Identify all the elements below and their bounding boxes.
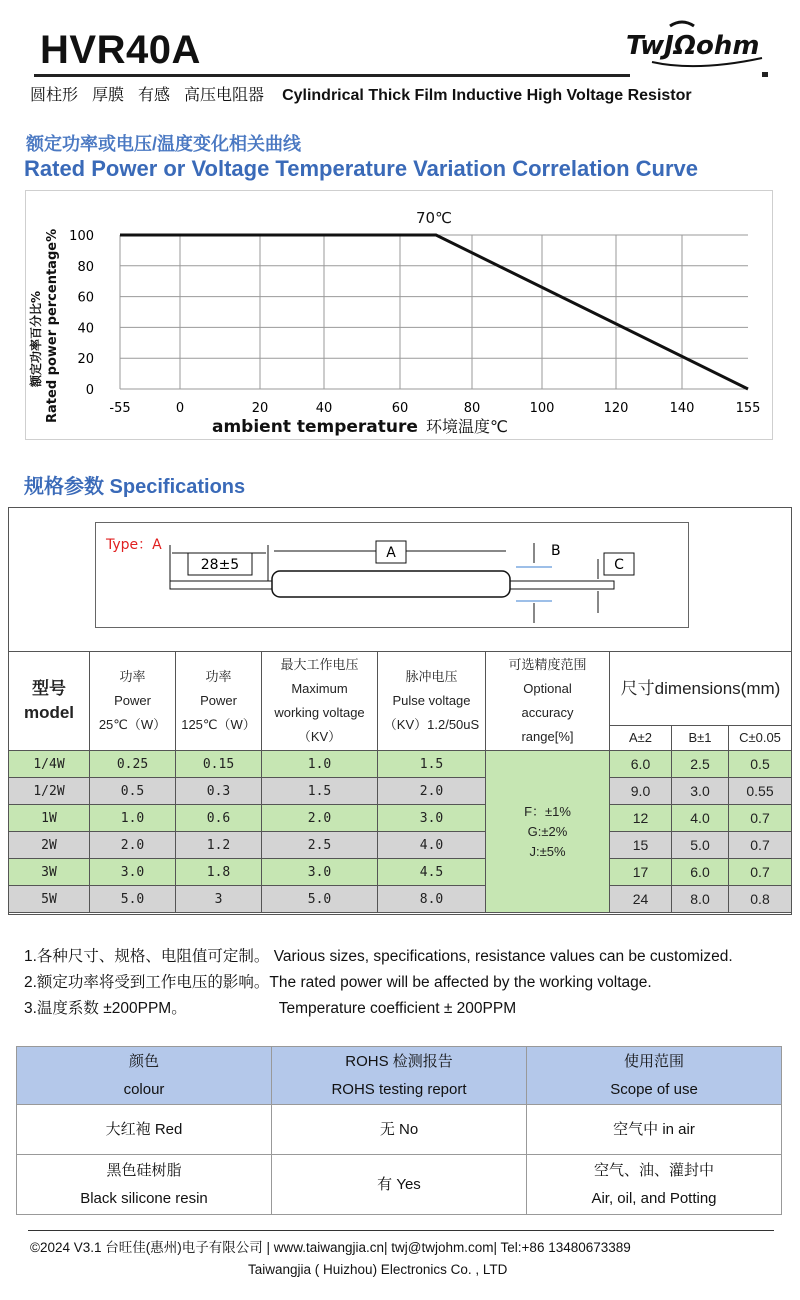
spec-row (9, 886, 792, 913)
spec-pulse: 4.0 (378, 832, 486, 859)
spec-power125: 1.8 (176, 859, 262, 886)
x-tick-label: 40 (315, 401, 333, 416)
power125-unit: 125℃（W） (181, 717, 256, 732)
y-axis-label-zh: 额定功率百分比% (29, 290, 43, 387)
note-3 (24, 996, 733, 1022)
spec-maxv: 1.0 (262, 751, 378, 778)
title-underline (34, 74, 630, 77)
spec-dim-c: 0.5 (729, 751, 792, 778)
spec-row (9, 832, 792, 859)
maxv-unit: （KV） (297, 729, 342, 744)
acc-en2: accuracy (521, 705, 574, 720)
chart-grid (120, 235, 748, 389)
spec-row (9, 859, 792, 886)
subtitle-zh-1: 厚膜 (92, 87, 125, 104)
spec-power125: 0.3 (176, 778, 262, 805)
x-tick-label: 140 (669, 401, 695, 416)
y-tick-label: 100 (69, 229, 94, 244)
spec-pulse: 3.0 (378, 805, 486, 832)
spec-power25: 3.0 (90, 859, 176, 886)
spec-model: 3W (9, 859, 90, 886)
pulse-header (378, 652, 486, 751)
type-label: Type：A (106, 537, 162, 553)
x-axis-label-zh: 环境温度℃ (426, 417, 508, 436)
x-tick-label: 60 (391, 401, 409, 416)
curve-heading-en: Rated Power or Voltage Temperature Variation Correlation Curve (24, 156, 699, 181)
spec-dim-b: 4.0 (672, 805, 729, 832)
rohs-yes: 有 Yes (272, 1155, 527, 1215)
x-tick-label: 80 (463, 401, 481, 416)
accuracy-option: G:±2% (527, 823, 568, 839)
spec-pulse: 1.5 (378, 751, 486, 778)
pulse-en: Pulse voltage (392, 693, 471, 708)
model-header-en: model (23, 703, 75, 722)
dim-a-label: A (386, 545, 396, 561)
spec-dim-b: 2.5 (672, 751, 729, 778)
x-tick-label: 100 (529, 401, 555, 416)
footer-contact: ©2024 V3.1 台旺佳(惠州)电子有限公司 | www.taiwangjia.cn| twj@twjohm.com| Tel:+86 13480673389 (30, 1240, 631, 1255)
spec-power25: 1.0 (90, 805, 176, 832)
model-header (9, 652, 90, 751)
derating-chart (26, 191, 774, 441)
spec-row (9, 805, 792, 832)
scope-en: Air, oil, and Potting (591, 1189, 717, 1207)
x-tick-label: 155 (735, 401, 761, 416)
colour-header-zh: 颜色 (128, 1052, 159, 1070)
maxv-en1: Maximum (291, 681, 348, 696)
y-tick-label: 40 (77, 321, 94, 337)
notes (24, 944, 733, 1022)
y-tick-label: 0 (85, 383, 94, 398)
note-2: 2.额定功率将受到工作电压的影响。The rated power will be affected by the working voltage. (24, 974, 652, 991)
spec-power125: 3 (176, 886, 262, 913)
note-3-en: Temperature coefficient ± 200PPM (278, 1000, 517, 1017)
resistor-body (272, 571, 510, 597)
spec-model: 5W (9, 886, 90, 913)
colour-header (17, 1047, 272, 1105)
spec-dim-c: 0.8 (729, 886, 792, 913)
spec-pulse: 4.5 (378, 859, 486, 886)
power25-unit: 25℃（W） (98, 717, 167, 732)
subtitle-zh-2: 有感 (138, 87, 171, 104)
spec-row (9, 751, 792, 778)
y-tick-label: 20 (77, 352, 94, 368)
dim-b-label: B (551, 543, 561, 559)
brand-text: TwJΩohm (626, 31, 760, 61)
scope-air-oil (527, 1155, 782, 1215)
power125-en: Power (200, 693, 237, 708)
spec-power125: 0.15 (176, 751, 262, 778)
spec-dim-b: 6.0 (672, 859, 729, 886)
x-tick-label: 20 (251, 401, 269, 416)
colour-red: 大红袍 Red (17, 1105, 272, 1155)
accuracy-option: J:±5% (529, 843, 566, 859)
dim-c-header: C±0.05 (729, 726, 792, 751)
acc-zh: 可选精度范围 (508, 657, 587, 672)
spec-dim-b: 3.0 (672, 778, 729, 805)
note-3-zh: 3.温度系数 ±200PPM。 (24, 1000, 187, 1017)
footer-company: Taiwangjia ( Huizhou) Electronics Co. , LTD (248, 1262, 508, 1277)
spec-power125: 1.2 (176, 832, 262, 859)
accuracy-cell (486, 751, 610, 913)
dim-a-header: A±2 (610, 726, 672, 751)
colour-black-zh: 黑色硅树脂 (106, 1161, 182, 1179)
subtitle-zh-0: 圆柱形 (30, 87, 79, 104)
derating-line (120, 235, 748, 389)
spec-maxv: 2.5 (262, 832, 378, 859)
note-1: 1.各种尺寸、规格、电阻值可定制。 Various sizes, specifications, resistance values can be customized. (24, 948, 733, 965)
rohs-no: 无 No (272, 1105, 527, 1155)
resistor-diagram (95, 522, 689, 628)
dimensions-header: 尺寸dimensions(mm) (610, 652, 792, 726)
footer-rule (28, 1230, 774, 1231)
spec-power25: 0.25 (90, 751, 176, 778)
spec-dim-a: 17 (610, 859, 672, 886)
spec-dim-a: 12 (610, 805, 672, 832)
spec-dim-c: 0.7 (729, 859, 792, 886)
x-tick-label: 120 (603, 401, 629, 416)
spec-dim-a: 6.0 (610, 751, 672, 778)
colour-header-en: colour (123, 1080, 165, 1098)
y-tick-labels (69, 229, 94, 398)
subtitle (30, 82, 692, 105)
power25-zh: 功率 (119, 669, 146, 684)
rohs-header (272, 1047, 527, 1105)
colour-black (17, 1155, 272, 1215)
x-tick-label: 0 (175, 401, 185, 416)
spec-dim-c: 0.7 (729, 805, 792, 832)
spec-dim-c: 0.55 (729, 778, 792, 805)
model-header-zh: 型号 (32, 679, 66, 698)
spec-dim-a: 9.0 (610, 778, 672, 805)
scope-header-en: Scope of use (610, 1080, 698, 1098)
x-tick-labels (109, 401, 760, 416)
scope-zh: 空气、油、灌封中 (593, 1161, 714, 1179)
dim-b-header: B±1 (672, 726, 729, 751)
y-axis-label-en: Rated power percentage% (45, 228, 60, 423)
x-tick-label: -55 (109, 401, 131, 416)
spec-dim-c: 0.7 (729, 832, 792, 859)
spec-maxv: 1.5 (262, 778, 378, 805)
power25-en: Power (114, 693, 151, 708)
accuracy-header (486, 652, 610, 751)
spec-dim-a: 15 (610, 832, 672, 859)
spec-power125: 0.6 (176, 805, 262, 832)
chart-annotation: 70℃ (416, 209, 452, 227)
spec-table (8, 651, 792, 913)
y-tick-label: 60 (77, 290, 94, 306)
accuracy-option: F：±1% (524, 803, 571, 819)
spec-row (9, 778, 792, 805)
spec-model: 1/4W (9, 751, 90, 778)
dim-c-label: C (614, 557, 624, 573)
spec-maxv: 2.0 (262, 805, 378, 832)
spec-dim-a: 24 (610, 886, 672, 913)
subtitle-zh-3: 高压电阻器 (184, 87, 265, 104)
y-tick-label: 80 (77, 259, 94, 275)
spec-power25: 0.5 (90, 778, 176, 805)
acc-en3: range[%] (521, 729, 574, 744)
scope-header (527, 1047, 782, 1105)
power25-header (90, 652, 176, 751)
scope-air: 空气中 in air (527, 1105, 782, 1155)
pulse-unit: （KV）1.2/50uS (383, 717, 480, 732)
spec-power25: 2.0 (90, 832, 176, 859)
product-title: HVR40A (40, 28, 201, 72)
acc-en1: Optional (523, 681, 572, 696)
rohs-header-zh: ROHS 检测报告 (345, 1052, 453, 1070)
subtitle-en: Cylindrical Thick Film Inductive High Voltage Resistor (282, 87, 692, 104)
colour-black-en: Black silicone resin (80, 1189, 208, 1207)
lead-length-label: 28±5 (200, 557, 240, 573)
x-axis-label-en: ambient temperature (212, 417, 418, 437)
derating-chart-frame (25, 190, 773, 440)
maxv-zh: 最大工作电压 (280, 657, 359, 672)
spec-pulse: 8.0 (378, 886, 486, 913)
logo-arc (670, 22, 694, 26)
scope-header-zh: 使用范围 (623, 1052, 684, 1070)
spec-power25: 5.0 (90, 886, 176, 913)
brand-logo (622, 18, 772, 74)
spec-model: 1W (9, 805, 90, 832)
spec-model: 2W (9, 832, 90, 859)
maxv-en2: working voltage (274, 705, 365, 720)
spec-dim-b: 8.0 (672, 886, 729, 913)
spec-maxv: 5.0 (262, 886, 378, 913)
dimension-drawing (96, 523, 690, 629)
rohs-header-en: ROHS testing report (331, 1080, 467, 1098)
pulse-zh: 脉冲电压 (405, 669, 458, 684)
curve-heading-zh: 额定功率或电压/温度变化相关曲线 (26, 134, 301, 154)
spec-heading: 规格参数 Specifications (24, 476, 246, 498)
maxv-header (262, 652, 378, 751)
spec-pulse: 2.0 (378, 778, 486, 805)
spec-model: 1/2W (9, 778, 90, 805)
power125-header (176, 652, 262, 751)
spec-dim-b: 5.0 (672, 832, 729, 859)
spec-maxv: 3.0 (262, 859, 378, 886)
rohs-table (16, 1046, 782, 1215)
power125-zh: 功率 (205, 669, 232, 684)
